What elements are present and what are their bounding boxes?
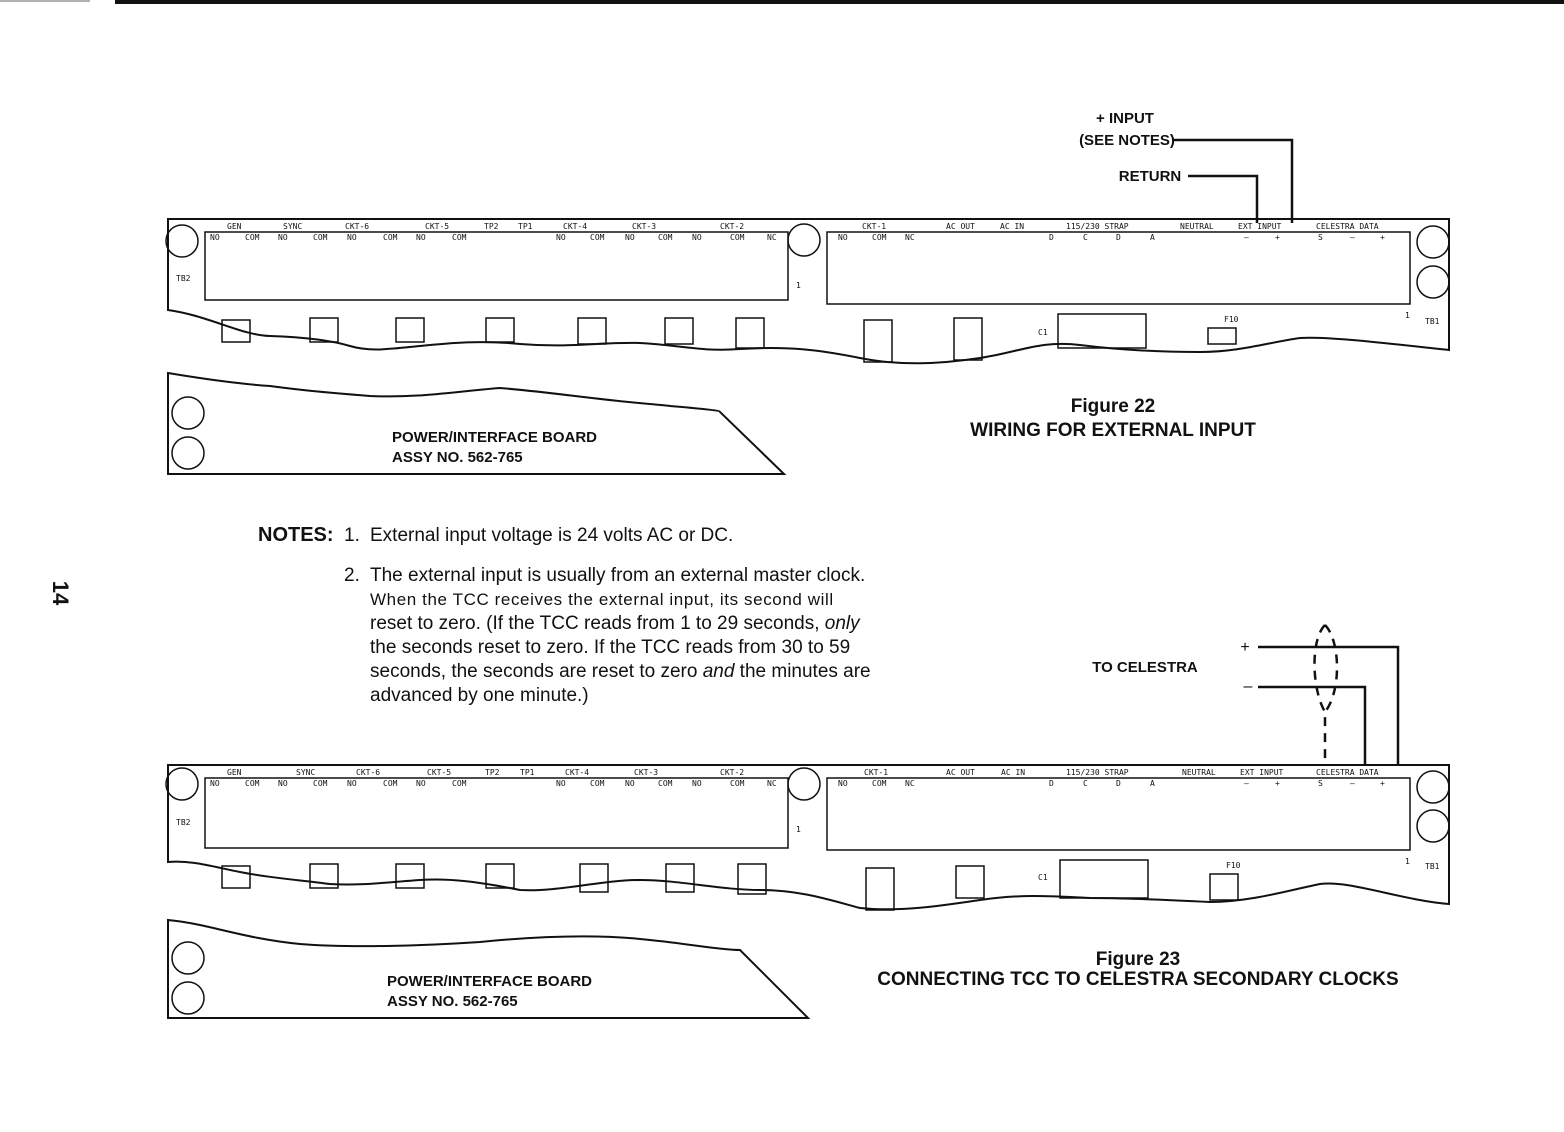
term-label: S	[1318, 233, 1323, 242]
header-celestra-data: CELESTRA DATA	[1316, 222, 1379, 231]
board-top-outline	[168, 765, 1449, 909]
terminal-block-tb1	[827, 232, 1410, 304]
header-ckt2: CKT-2	[720, 768, 745, 777]
header-strap: 115/230 STRAP	[1066, 222, 1129, 231]
assy-label: ASSY NO. 562-765	[392, 449, 523, 466]
term-label: COM	[452, 779, 467, 788]
term-label: COM	[452, 233, 467, 242]
term-label: NO	[838, 233, 848, 242]
header-ext-input: EXT INPUT	[1238, 222, 1282, 231]
tb2-label: TB2	[176, 818, 191, 827]
header-celestra-data: CELESTRA DATA	[1316, 768, 1379, 777]
term-label: D	[1049, 233, 1054, 242]
relay	[580, 864, 608, 892]
board-label: POWER/INTERFACE BOARD	[392, 429, 598, 446]
term-label: D	[1116, 779, 1121, 788]
note-text-line	[370, 660, 894, 684]
term-label: COM	[658, 779, 673, 788]
header-ac-in: AC IN	[1000, 222, 1025, 231]
mount-hole-icon	[788, 768, 820, 800]
header-neutral: NEUTRAL	[1182, 768, 1216, 777]
note-text-span: the minutes are	[734, 661, 871, 682]
header-ckt5: CKT-5	[425, 222, 450, 231]
to-celestra-label: TO CELESTRA	[1092, 659, 1198, 676]
header-ckt4: CKT-4	[565, 768, 590, 777]
term-label: NC	[767, 233, 777, 242]
term-label: +	[1380, 233, 1385, 242]
relay	[956, 866, 984, 898]
mount-hole-icon	[172, 437, 204, 469]
header-gen: GEN	[227, 768, 242, 777]
term-label: COM	[245, 233, 260, 242]
note-text: The external input is usually from an external master clock.	[370, 565, 866, 586]
relay	[954, 318, 982, 360]
header-ckt1: CKT-1	[862, 222, 887, 231]
f10-label: F10	[1224, 315, 1239, 324]
header-ckt3: CKT-3	[632, 222, 657, 231]
header-ac-out: AC OUT	[946, 768, 975, 777]
term-label: NO	[692, 779, 702, 788]
term-label: COM	[872, 779, 887, 788]
note-text-span: reset to zero. (If the TCC reads from 1 to 29 seconds,	[370, 613, 825, 634]
header-sync: SYNC	[283, 222, 303, 231]
header-sync: SYNC	[296, 768, 316, 777]
term-label: A	[1150, 779, 1155, 788]
term-label: NO	[416, 779, 426, 788]
term-label: NO	[556, 779, 566, 788]
terminal-block-tb2	[205, 232, 788, 300]
relay	[866, 868, 894, 910]
mount-hole-icon	[172, 942, 204, 974]
figure-22	[166, 110, 1449, 474]
input-label: + INPUT	[1096, 110, 1154, 127]
tb1-label: TB1	[1425, 317, 1440, 326]
header-ckt2: CKT-2	[720, 222, 745, 231]
note-text-line: When the TCC receives the external input, its second will	[370, 590, 834, 609]
term-label: NO	[347, 779, 357, 788]
relay	[665, 318, 693, 344]
term-label: NO	[210, 779, 220, 788]
relay	[864, 320, 892, 362]
term-label: +	[1380, 779, 1385, 788]
note-italic: and	[702, 661, 735, 682]
fuse-f10	[1208, 328, 1236, 344]
note-text-line: advanced by one minute.)	[370, 685, 589, 706]
input-wire	[1172, 140, 1292, 223]
note-text: External input voltage is 24 volts AC or DC.	[370, 525, 734, 546]
relay	[578, 318, 606, 344]
term-label: –	[1350, 779, 1355, 788]
page-number: 14	[48, 580, 74, 606]
c1-label: C1	[1038, 873, 1048, 882]
capacitor-c1	[1058, 314, 1146, 348]
note-number: 1.	[344, 525, 360, 546]
mount-hole-icon	[166, 225, 198, 257]
header-ckt4: CKT-4	[563, 222, 588, 231]
term-label: COM	[658, 233, 673, 242]
figure-23-caption: CONNECTING TCC TO CELESTRA SECONDARY CLOCKS	[877, 969, 1399, 990]
pin-one-label: 1	[1405, 857, 1410, 866]
board-label: POWER/INTERFACE BOARD	[387, 973, 593, 990]
term-label: NO	[625, 779, 635, 788]
note-text-span: seconds, the seconds are reset to zero	[370, 661, 703, 682]
celestra-minus-wire	[1258, 687, 1365, 766]
term-label: A	[1150, 233, 1155, 242]
term-label: NO	[347, 233, 357, 242]
term-label: COM	[313, 779, 328, 788]
term-label: COM	[590, 779, 605, 788]
header-ckt5: CKT-5	[427, 768, 452, 777]
term-label: COM	[590, 233, 605, 242]
return-label: RETURN	[1118, 168, 1182, 185]
term-label: NC	[905, 779, 915, 788]
note-1	[344, 524, 894, 548]
relay	[666, 864, 694, 892]
board-top-outline	[168, 219, 1449, 363]
mount-hole-icon	[172, 397, 204, 429]
capacitor-c1	[1060, 860, 1148, 898]
relay	[736, 318, 764, 348]
tb1-label: TB1	[1425, 862, 1440, 871]
term-label: COM	[730, 779, 745, 788]
mount-hole-icon	[1417, 810, 1449, 842]
term-label: COM	[383, 233, 398, 242]
term-label: NO	[692, 233, 702, 242]
note-italic: only	[824, 613, 860, 634]
term-label: –	[1244, 779, 1249, 788]
note-text-line	[370, 612, 894, 636]
plus-sign: +	[1240, 639, 1250, 656]
header-gen: GEN	[227, 222, 242, 231]
pin-one-label: 1	[796, 281, 801, 290]
header-ext-input: EXT INPUT	[1240, 768, 1284, 777]
header-ckt6: CKT-6	[345, 222, 370, 231]
term-label: –	[1350, 233, 1355, 242]
term-label: +	[1275, 779, 1280, 788]
tb2-label: TB2	[176, 274, 191, 283]
figure-22-number: Figure 22	[1070, 396, 1156, 417]
term-label: C	[1083, 779, 1088, 788]
mount-hole-icon	[172, 982, 204, 1014]
term-label: +	[1275, 233, 1280, 242]
header-strap: 115/230 STRAP	[1066, 768, 1129, 777]
term-label: S	[1318, 779, 1323, 788]
header-ckt6: CKT-6	[356, 768, 381, 777]
term-label: NO	[838, 779, 848, 788]
mount-hole-icon	[788, 224, 820, 256]
return-wire	[1188, 176, 1257, 223]
mount-hole-icon	[1417, 226, 1449, 258]
term-label: COM	[730, 233, 745, 242]
term-label: –	[1244, 233, 1249, 242]
pin-one-label: 1	[796, 825, 801, 834]
term-label: NO	[278, 233, 288, 242]
header-tp2: TP2	[484, 222, 499, 231]
term-label: COM	[383, 779, 398, 788]
term-label: NC	[767, 779, 777, 788]
term-label: COM	[872, 233, 887, 242]
assy-label: ASSY NO. 562-765	[387, 993, 518, 1010]
term-label: D	[1049, 779, 1054, 788]
mount-hole-icon	[1417, 266, 1449, 298]
term-label: NO	[416, 233, 426, 242]
header-tp2: TP2	[485, 768, 500, 777]
term-label: NO	[210, 233, 220, 242]
term-label: NC	[905, 233, 915, 242]
term-label: C	[1083, 233, 1088, 242]
terminal-block-tb1	[827, 778, 1410, 850]
note-text-line: the seconds reset to zero. If the TCC reads from 30 to 59	[370, 637, 851, 658]
f10-label: F10	[1226, 861, 1241, 870]
c1-label: C1	[1038, 328, 1048, 337]
notes-label: NOTES:	[258, 524, 334, 546]
header-tp1: TP1	[518, 222, 533, 231]
term-label: NO	[556, 233, 566, 242]
relay	[396, 864, 424, 888]
mount-hole-icon	[166, 768, 198, 800]
term-label: COM	[313, 233, 328, 242]
term-label: NO	[625, 233, 635, 242]
terminal-block-tb2	[205, 778, 788, 848]
mount-hole-icon	[1417, 771, 1449, 803]
figure-22-caption: WIRING FOR EXTERNAL INPUT	[970, 420, 1256, 441]
term-label: D	[1116, 233, 1121, 242]
minus-sign: –	[1243, 678, 1253, 695]
relay	[396, 318, 424, 342]
header-neutral: NEUTRAL	[1180, 222, 1214, 231]
header-ckt3: CKT-3	[634, 768, 659, 777]
note-number: 2.	[344, 565, 360, 586]
header-tp1: TP1	[520, 768, 535, 777]
term-label: NO	[278, 779, 288, 788]
shield-wire	[1325, 625, 1337, 712]
header-ac-in: AC IN	[1001, 768, 1026, 777]
fuse-f10	[1210, 874, 1238, 900]
note-2	[344, 564, 894, 708]
term-label: COM	[245, 779, 260, 788]
relay	[486, 318, 514, 342]
figure-23-number: Figure 23	[1095, 949, 1181, 970]
pin-one-label: 1	[1405, 311, 1410, 320]
input-sub-label: (SEE NOTES)	[1079, 132, 1175, 149]
header-ckt1: CKT-1	[864, 768, 889, 777]
header-ac-out: AC OUT	[946, 222, 975, 231]
